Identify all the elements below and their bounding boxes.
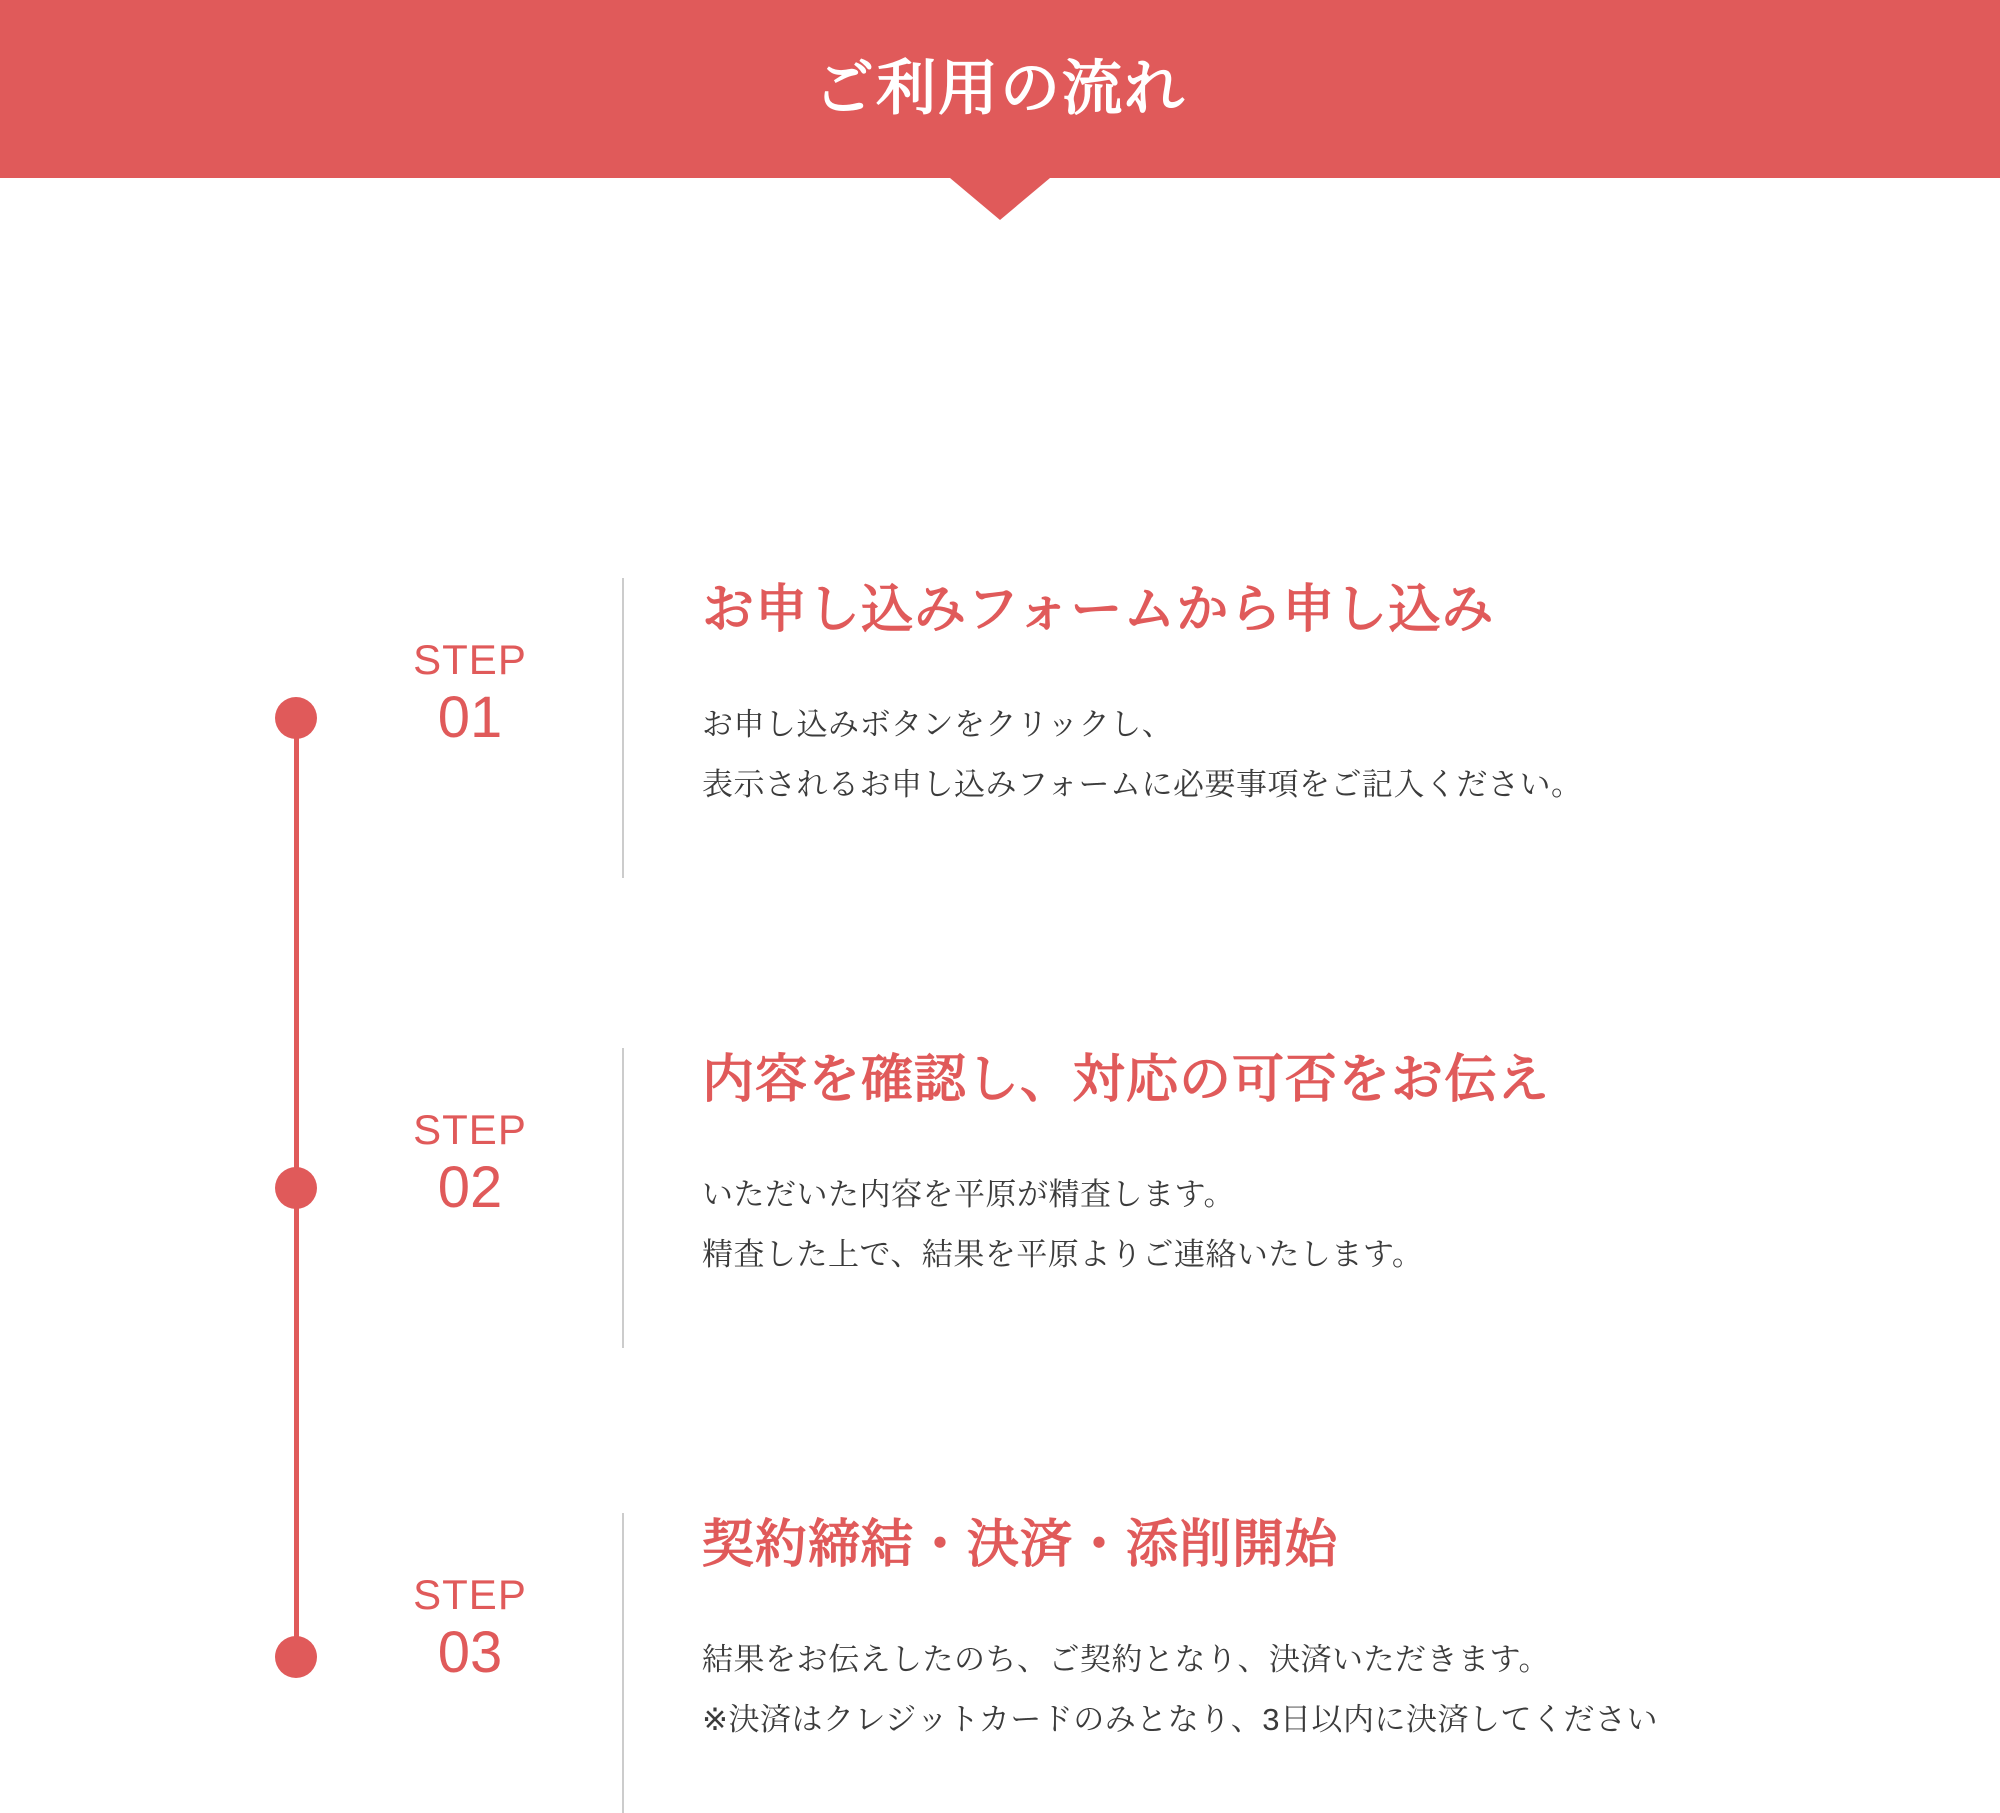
page-header-banner bbox=[0, 0, 2000, 178]
step-desc-line-1-1: お申し込みボタンをクリックし、 bbox=[702, 707, 1174, 742]
step-label-1 bbox=[380, 578, 560, 749]
steps-section bbox=[0, 178, 2000, 1738]
step-label-3 bbox=[380, 1513, 560, 1684]
page-title: ご利用の流れ bbox=[814, 55, 1186, 122]
step-heading-3: 契約締結・決済・添削開始 bbox=[702, 1516, 1339, 1574]
timeline-dot-step-2 bbox=[275, 1167, 317, 1209]
step-item-2 bbox=[380, 1048, 1940, 1348]
step-label-2 bbox=[380, 1048, 560, 1219]
step-desc-line-3-1: 結果をお伝えしたのち、ご契約となり、決済いただきます。 bbox=[702, 1642, 1551, 1677]
step-heading-1: お申し込みフォームから申し込み bbox=[702, 581, 1495, 639]
step-body-1 bbox=[624, 578, 1940, 816]
step-heading-2: 内容を確認し、対応の可否をお伝え bbox=[702, 1051, 1551, 1109]
step-body-3 bbox=[624, 1513, 1940, 1751]
step-item-1 bbox=[380, 578, 1940, 878]
step-label-word-3: STEP bbox=[413, 1571, 527, 1618]
step-desc-line-1-2: 表示されるお申し込みフォームに必要事項をご記入ください。 bbox=[702, 767, 1583, 803]
step-desc-line-2-2: 精査した上で、結果を平原よりご連絡いたします。 bbox=[702, 1237, 1424, 1273]
step-label-word-2: STEP bbox=[413, 1106, 527, 1153]
timeline-dot-step-1 bbox=[275, 697, 317, 739]
step-desc-line-3-2: ※決済はクレジットカードのみとなり、3日以内に決済してください bbox=[702, 1702, 1659, 1738]
step-label-number-3: 03 bbox=[437, 1620, 503, 1686]
step-body-2 bbox=[624, 1048, 1940, 1286]
step-item-3 bbox=[380, 1513, 1940, 1813]
step-label-word-1: STEP bbox=[413, 636, 527, 683]
timeline-dot-step-3 bbox=[275, 1636, 317, 1678]
step-desc-line-2-1: いただいた内容を平原が精査します。 bbox=[702, 1177, 1236, 1212]
step-label-number-1: 01 bbox=[437, 685, 503, 751]
step-label-number-2: 02 bbox=[437, 1155, 503, 1221]
